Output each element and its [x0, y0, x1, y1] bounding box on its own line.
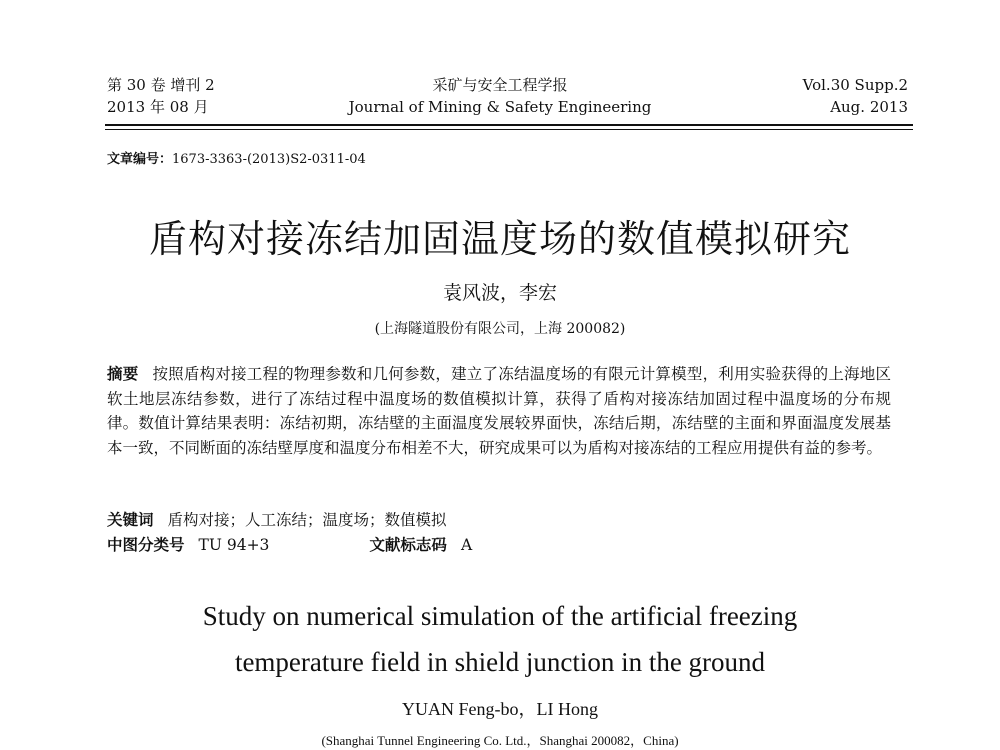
classification	[107, 533, 907, 555]
keywords	[107, 508, 447, 530]
title-en-line1: Study on numerical simulation of the artificial freezing	[202, 601, 798, 631]
article-number-value: 1673-3363-(2013)S2-0311-04	[172, 152, 366, 167]
volume-supp-en: Vol.30 Supp.2	[802, 76, 908, 94]
abstract	[107, 362, 891, 460]
abstract-label: 摘要	[107, 365, 139, 383]
article-number-label: 文章编号：	[107, 152, 173, 167]
doc-code-value: A	[460, 536, 473, 554]
header-rule-thick	[105, 124, 913, 126]
article-number	[107, 148, 366, 167]
title-en-line2: temperature field in shield junction in the ground	[234, 647, 766, 677]
clc-value: TU 94+3	[198, 536, 270, 554]
doc-code-label: 文献标志码	[369, 536, 447, 554]
affiliation-en: (Shanghai Tunnel Engineering Co. Ltd.，Shanghai 200082，China)	[321, 733, 679, 748]
volume-issue: 第 30 卷 增刊 2	[107, 76, 215, 94]
journal-volume-info-en	[803, 74, 908, 118]
clc-label: 中图分类号	[107, 536, 185, 554]
header-rule-thin	[105, 129, 913, 130]
abstract-text: 按照盾构对接工程的物理参数和几何参数，建立了冻结温度场的有限元计算模型，利用实验获得的上海地区软土地层冻结参数，进行了冻结过程中温度场的数值模拟计算，获得了盾构对接冻结加固过程中温度场的分布规律。数值计算结果表明：冻结初期，冻结壁的主面温度发展较界面快，冻结后期，冻结壁的主面和界面温度发展基本一致，不同断面的冻结壁厚度和温度分布相差不大，研究成果可以为盾构对接冻结的工程应用提供有益的参考。	[107, 365, 891, 457]
title-en	[0, 593, 1000, 685]
journal-name-en: Journal of Mining & Safety Engineering	[348, 98, 652, 116]
publication-date-en: Aug. 2013	[830, 98, 908, 116]
keywords-text: 盾构对接；人工冻结；温度场；数值模拟	[167, 511, 447, 529]
publication-date-cn: 2013 年 08 月	[107, 98, 209, 116]
journal-name-cn: 采矿与安全工程学报	[432, 76, 568, 94]
keywords-label: 关键词	[107, 511, 154, 529]
affiliation-cn: (上海隧道股份有限公司，上海 200082)	[374, 321, 626, 337]
title-cn: 盾构对接冻结加固温度场的数值模拟研究	[148, 217, 851, 261]
authors-cn: 袁风波，李宏	[442, 282, 557, 304]
authors-en: YUAN Feng-bo，LI Hong	[402, 699, 598, 719]
